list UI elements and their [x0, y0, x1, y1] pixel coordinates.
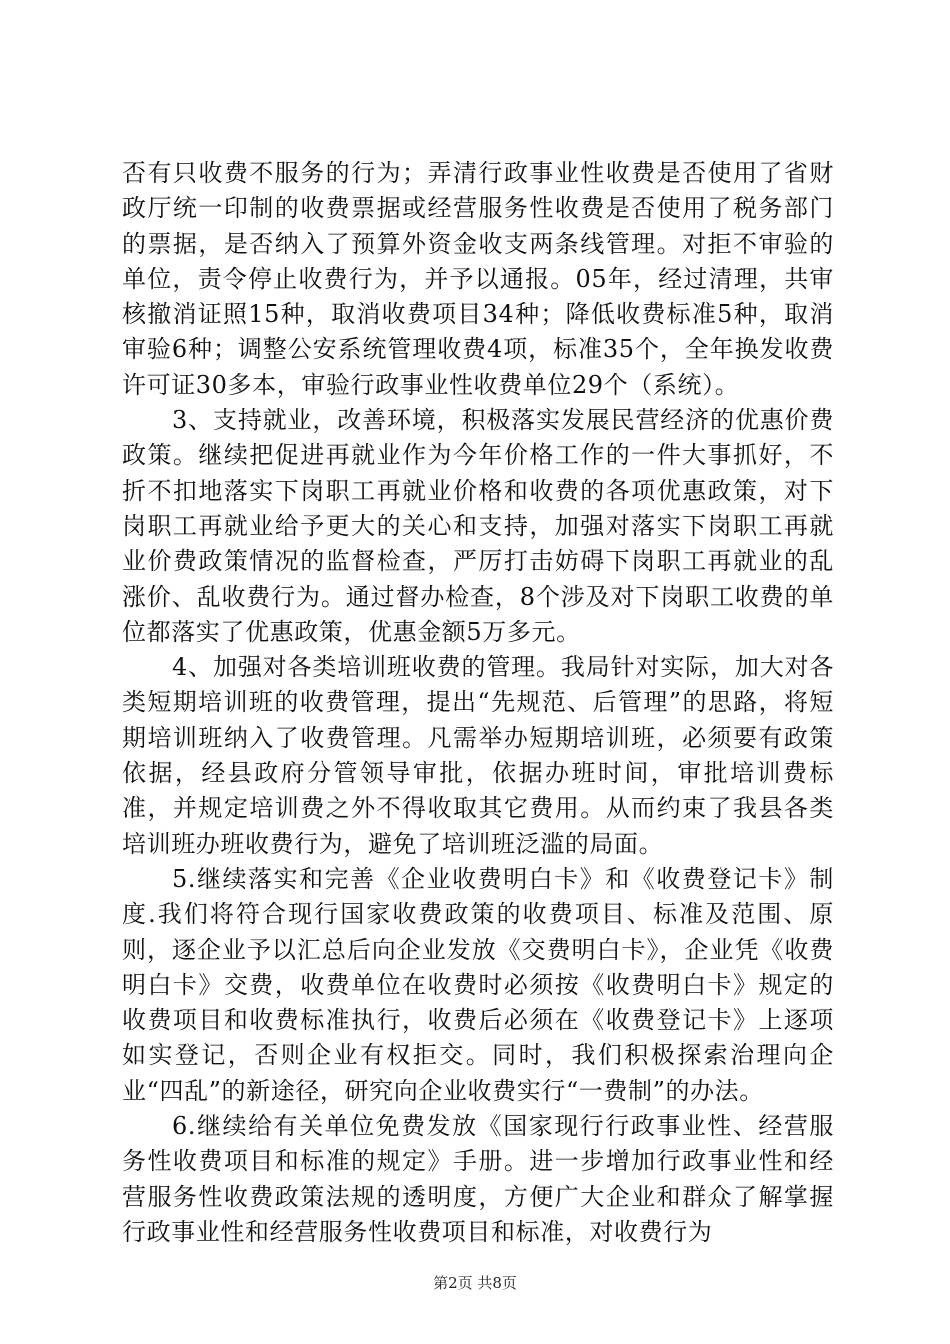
paragraph-item-3: 3、支持就业，改善环境，积极落实发展民营经济的优惠价费政策。继续把促进再就业作为今年价格工作的一件大事抓好，不折不扣地落实下岗职工再就业价格和收费的各项优惠政策，对下岗职工再就业给予更大的关心和支持，加强对落实下岗职工再就业价费政策情况的监督检查，严厉打击妨碍下岗职工再就业的乱涨价、乱收费行为。通过督办检查，8个涉及对下岗职工收费的单位都落实了优惠政策，优惠金额5万多元。 — [122, 406, 834, 646]
document-body — [122, 156, 834, 1250]
paragraph-item-6: 6.继续给有关单位免费发放《国家现行行政事业性、经营服务性收费项目和标准的规定》手册。进一步增加行政事业性和经营服务性收费政策法规的透明度，方便广大企业和群众了解掌握行政事业性和经营服务性收费项目和标准，对收费行为 — [122, 1112, 834, 1246]
paragraph-item-5: 5.继续落实和完善《企业收费明白卡》和《收费登记卡》制度.我们将符合现行国家收费政策的收费项目、标准及范围、原则，逐企业予以汇总后向企业发放《交费明白卡》，企业凭《收费明白卡》交费，收费单位在收费时必须按《收费明白卡》规定的收费项目和收费标准执行，收费后必须在《收费登记卡》上逐项如实登记，否则企业有权拒交。同时，我们积极探索治理向企业“四乱”的新途径，研究向企业收费实行“一费制”的办法。 — [122, 864, 834, 1105]
page-footer: 第2页 共8页 — [433, 1274, 517, 1292]
paragraph-item-4: 4、加强对各类培训班收费的管理。我局针对实际，加大对各类短期培训班的收费管理，提出“先规范、后管理”的思路，将短期培训班纳入了收费管理。凡需举办短期培训班，必须要有政策依据，经县政府分管领导审批，依据办班时间，审批培训费标准，并规定培训费之外不得收取其它费用。从而约束了我县各类培训班办班收费行为，避免了培训班泛滥的局面。 — [122, 653, 834, 858]
paragraph-continuation: 否有只收费不服务的行为；弄清行政事业性收费是否使用了省财政厅统一印制的收费票据或经营服务性收费是否使用了税务部门的票据，是否纳入了预算外资金收支两条线管理。对拒不审验的单位，责令停止收费行为，并予以通报。05年，经过清理，共审核撤消证照15种，取消收费项目34种；降低收费标准5种，取消审验6种；调整公安系统管理收费4项，标准35个，全年换发收费许可证30多本，审验行政事业性收费单位29个（系统）。 — [122, 159, 834, 399]
